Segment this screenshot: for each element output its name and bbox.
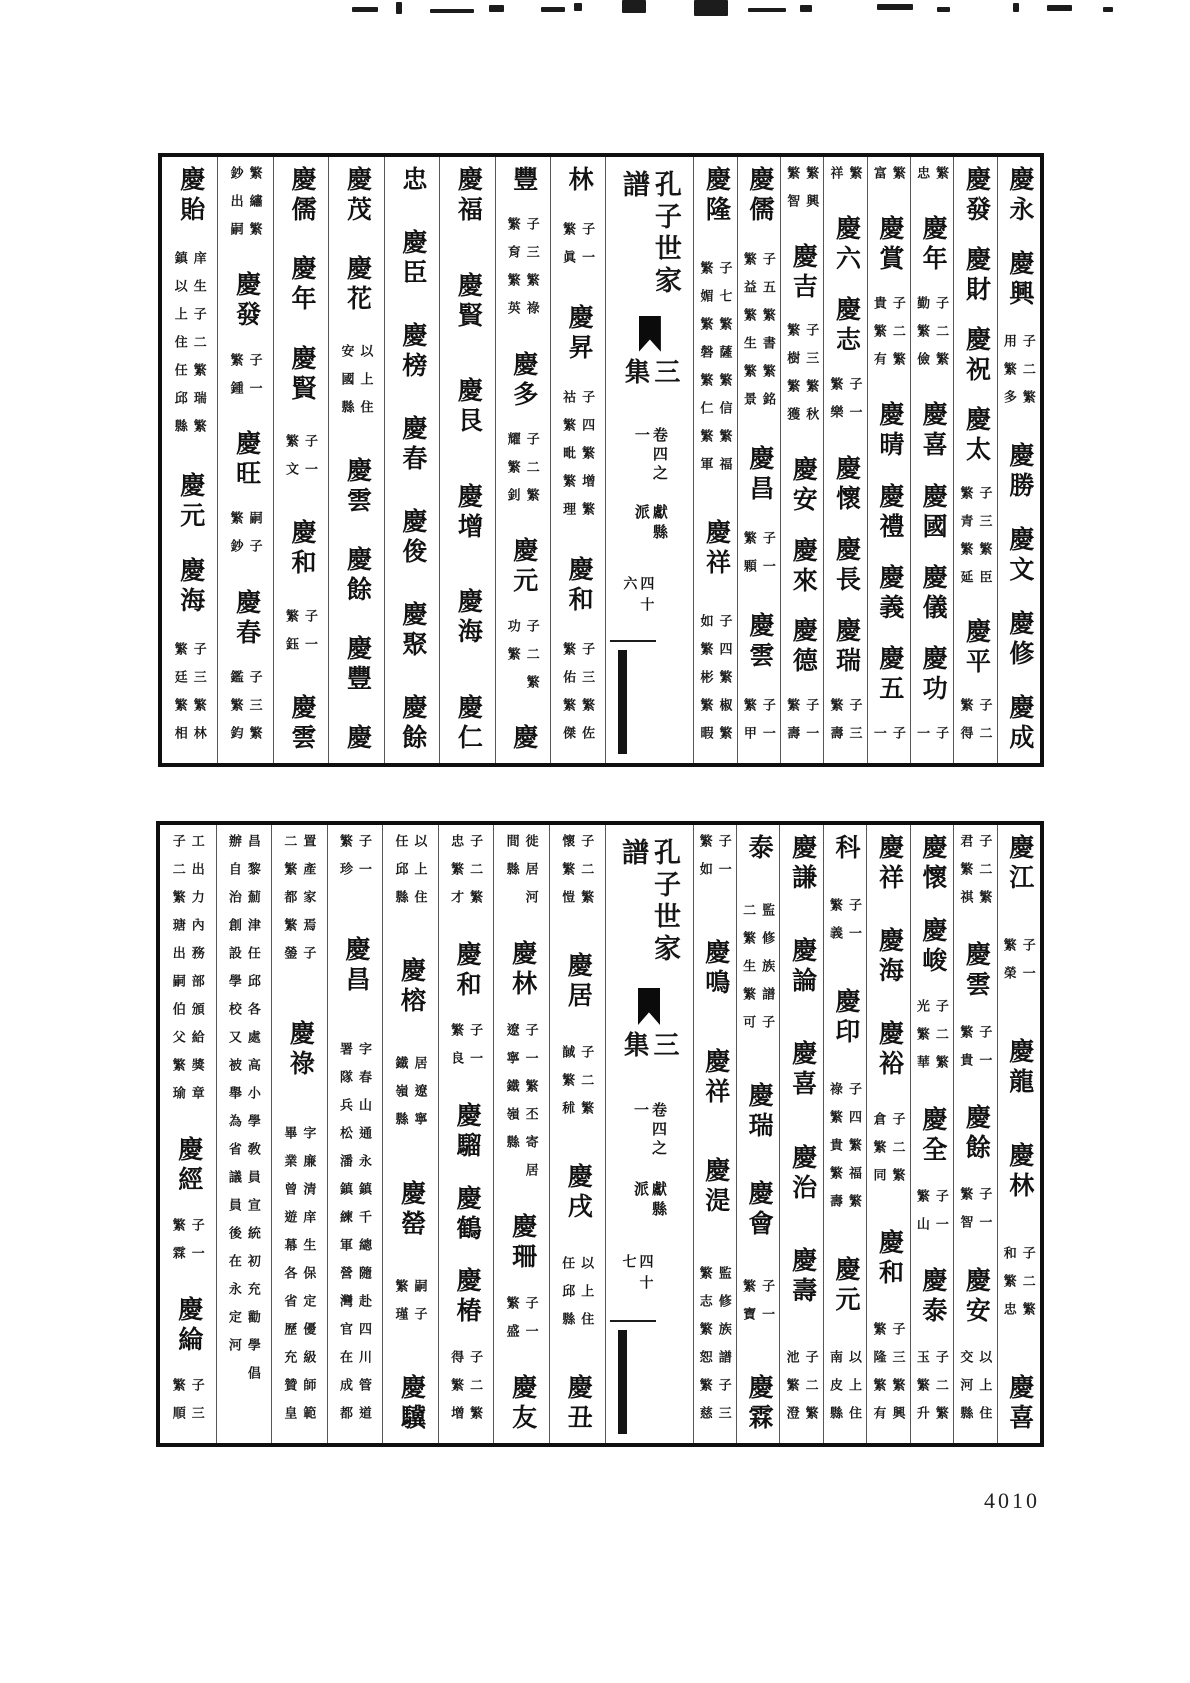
person-name: 慶五	[875, 644, 903, 705]
person-name: 慶騮	[453, 1101, 481, 1162]
annotation: 子二繁和繁忠	[1001, 1246, 1036, 1330]
person-name: 慶來	[789, 536, 817, 597]
annotation: 監修族譜子二繁生繁可	[741, 902, 776, 1043]
person-name: 慶六	[832, 215, 860, 276]
person-name: 慶和	[875, 1229, 903, 1290]
person-name: 慶祥	[702, 519, 730, 580]
person-name: 慶治	[788, 1143, 816, 1204]
book-title: 孔子世家譜	[618, 170, 681, 298]
genealogy-column	[780, 157, 823, 763]
person-name: 慶元	[832, 1256, 860, 1316]
person-name: 慶興	[1005, 250, 1033, 310]
person-name: 慶戌	[564, 1162, 592, 1223]
annotation: 子三繁壽	[828, 697, 863, 754]
person-name: 豐	[509, 166, 537, 196]
person-name: 慶祥	[701, 1048, 729, 1108]
person-name: 慶	[509, 723, 537, 754]
person-name: 慶友	[508, 1373, 536, 1434]
scan-mark	[622, 0, 646, 13]
annotation: 繁富	[871, 166, 906, 194]
annotation: 子七繁薩繁信繁福繁媚繁磐繁仁繁軍	[698, 260, 733, 485]
person-name: 慶祝	[962, 326, 990, 386]
person-name: 慶懷	[832, 454, 860, 515]
annotation: 工出力內務部頒給獎章子二繁瑭出嗣伯父繁瑜	[170, 834, 205, 1114]
genealogy-column	[216, 825, 272, 1443]
person-name: 慶雲	[962, 941, 990, 1002]
person-name: 慶龍	[1005, 1038, 1033, 1098]
person-name: 慶成	[1005, 694, 1033, 754]
annotation: 子一繁丕寄居遼寧鐵嶺縣	[504, 1022, 539, 1191]
person-name: 慶林	[1005, 1142, 1033, 1202]
person-name: 慶雲	[288, 693, 316, 754]
scan-mark	[489, 5, 504, 12]
annotation: 子三繁臣繁青繁延	[958, 486, 993, 598]
person-name: 慶餘	[962, 1103, 990, 1164]
person-name: 慶霖	[745, 1373, 773, 1434]
title-column	[605, 157, 693, 763]
person-name: 慶	[343, 724, 371, 754]
scan-mark	[1103, 7, 1113, 12]
genealogy-column	[953, 157, 996, 763]
scan-mark	[800, 5, 812, 12]
annotation: 子一繁寶	[741, 1279, 776, 1336]
person-name: 慶林	[508, 940, 536, 1001]
person-name: 慶賢	[454, 271, 482, 332]
annotation: 置產家焉子二繁都繁鎣	[282, 834, 317, 974]
person-name: 慶論	[788, 937, 816, 998]
annotation: 繁祥	[828, 166, 863, 194]
genealogy-column	[382, 825, 438, 1443]
person-name: 慶居	[564, 951, 592, 1012]
person-name: 慶和	[288, 519, 316, 580]
annotation: 子一	[915, 725, 950, 754]
branch-label: 獻縣派	[632, 1181, 666, 1222]
annotation: 子一繁如	[697, 834, 732, 890]
annotation: 繁興繁智	[785, 166, 820, 222]
scan-mark	[352, 7, 378, 12]
genealogy-column	[779, 825, 822, 1443]
branch-label: 獻縣派	[632, 504, 667, 545]
person-name: 慶瑞	[745, 1081, 773, 1142]
person-name: 慶元	[509, 537, 537, 598]
person-name: 慶懷	[918, 834, 946, 894]
bookmark-tab-icon	[639, 316, 661, 352]
person-name: 慶壽	[788, 1246, 816, 1307]
genealogy-column	[823, 157, 866, 763]
person-name: 慶雲	[745, 612, 773, 673]
person-name: 慶榕	[397, 957, 425, 1018]
person-name: 慶修	[1005, 610, 1033, 670]
person-name: 慶經	[174, 1136, 202, 1196]
person-name: 慶年	[919, 215, 947, 276]
annotation: 子二繁忠繁才	[449, 834, 484, 918]
annotation: 子一	[871, 725, 906, 754]
person-name: 慶儒	[745, 166, 773, 226]
person-name: 慶喜	[919, 401, 947, 462]
person-name: 慶茂	[343, 166, 371, 226]
person-name: 慶儒	[288, 166, 316, 226]
collection-label: 三集	[620, 357, 680, 390]
person-name: 慶峻	[918, 916, 946, 977]
annotation: 以上住安國縣	[339, 344, 374, 428]
annotation: 子二繁用繁多	[1001, 334, 1036, 418]
annotation: 子四繁增繁祜繁毗繁理	[561, 390, 596, 530]
annotation: 子一繁山	[914, 1188, 949, 1245]
genealogy-column	[273, 157, 328, 763]
annotation: 子三繁林繁廷繁相	[172, 642, 207, 754]
person-name: 林	[565, 166, 593, 196]
person-name: 慶隆	[702, 166, 730, 226]
title-column	[605, 825, 693, 1443]
annotation: 子一繁良	[449, 1023, 484, 1080]
person-name: 慶海	[176, 557, 204, 617]
person-name: 慶丑	[564, 1373, 592, 1434]
annotation: 子一繁貴	[958, 1024, 993, 1081]
genealogy-column	[271, 825, 327, 1443]
folio-underline	[610, 1320, 656, 1322]
person-name: 慶功	[919, 644, 947, 705]
person-name: 慶春	[398, 415, 426, 475]
scan-mark	[694, 0, 728, 16]
annotation: 子一繁顆	[741, 530, 776, 587]
person-name: 慶餘	[343, 546, 371, 606]
person-name: 忠	[398, 166, 426, 196]
person-name: 慶花	[343, 255, 371, 315]
genealogy-column	[866, 825, 909, 1443]
genealogy-column	[997, 825, 1040, 1443]
person-name: 慶勝	[1005, 442, 1033, 502]
person-name: 慶鳴	[701, 939, 729, 999]
person-name: 泰	[745, 834, 773, 864]
person-name: 慶國	[919, 482, 947, 543]
person-name: 慶平	[962, 618, 990, 678]
person-name: 慶湜	[701, 1157, 729, 1217]
person-name: 慶禮	[875, 482, 903, 543]
person-name: 慶印	[832, 988, 860, 1048]
person-name: 慶江	[1005, 834, 1033, 894]
person-name: 慶貽	[176, 166, 204, 226]
person-name: 慶豐	[343, 635, 371, 695]
person-name: 慶福	[454, 166, 482, 226]
annotation: 子一繁珍	[337, 834, 372, 890]
annotation: 子五繁書繁銘繁益繁生繁景	[741, 251, 776, 420]
person-name: 慶賞	[875, 215, 903, 276]
bookmark-tab-icon	[638, 988, 660, 1025]
person-name: 慶和	[565, 556, 593, 616]
annotation: 子一繁智	[958, 1187, 993, 1244]
person-name: 慶發	[232, 271, 260, 332]
volume-label: 卷四之一	[632, 1101, 666, 1159]
volume-label: 卷四之一	[632, 426, 667, 484]
annotation: 子一繁眞	[561, 222, 596, 278]
annotation: 子二繁功繁	[505, 618, 540, 703]
person-name: 慶聚	[398, 601, 426, 661]
person-name: 慶喜	[788, 1040, 816, 1101]
annotation: 繁繡繁鈔出嗣	[228, 166, 263, 250]
person-name: 慶椿	[453, 1267, 481, 1328]
annotation: 以上住任邱縣	[560, 1256, 595, 1341]
person-name: 科	[832, 834, 860, 864]
genealogy-column	[327, 825, 383, 1443]
genealogy-column	[493, 825, 549, 1443]
ink-bar	[618, 650, 627, 754]
genealogy-block-folio-46	[158, 153, 1044, 767]
annotation: 以上住交河縣	[958, 1349, 993, 1434]
annotation: 庠生子二繁瑞繁鎮以上住任邱縣	[172, 251, 207, 447]
folio-underline	[610, 640, 656, 642]
book-title: 孔子世家譜	[618, 838, 680, 966]
person-name: 慶旺	[232, 429, 260, 490]
annotation: 嗣子繁瑾	[393, 1278, 428, 1335]
genealogy-column	[162, 157, 217, 763]
genealogy-column	[823, 825, 866, 1443]
annotation: 子一繁榮	[1001, 938, 1036, 994]
genealogy-block-folio-47	[156, 821, 1044, 1447]
person-name: 慶安	[962, 1266, 990, 1327]
scan-mark	[541, 7, 565, 12]
person-name: 慶昇	[565, 304, 593, 364]
person-name: 慶多	[509, 350, 537, 411]
annotation: 子三繁秋繁樹繁獲	[785, 323, 820, 436]
collection-label: 三集	[620, 1030, 679, 1063]
person-name: 慶罃	[397, 1179, 425, 1240]
annotation: 子二繁倉繁同	[871, 1112, 906, 1197]
genealogy-column	[693, 157, 736, 763]
annotation: 子四繁椒繁如繁彬繁暇	[698, 613, 733, 754]
person-name: 慶德	[789, 617, 817, 678]
person-name: 慶艮	[454, 377, 482, 438]
annotation: 居遼寧鐵嶺縣	[393, 1056, 428, 1141]
person-name: 慶綸	[174, 1296, 202, 1356]
annotation: 子二繁光繁華	[914, 999, 949, 1084]
person-name: 慶永	[1005, 166, 1033, 226]
annotation: 子一繁盛	[504, 1295, 539, 1352]
person-name: 慶元	[176, 472, 204, 532]
genealogy-column	[910, 825, 953, 1443]
genealogy-column	[737, 157, 780, 763]
person-name: 慶驥	[397, 1373, 425, 1434]
person-name: 慶義	[875, 563, 903, 624]
annotation: 子二繁馘繁秫	[560, 1045, 595, 1130]
person-name: 慶太	[962, 406, 990, 466]
annotation: 子一繁霖	[170, 1218, 205, 1274]
person-name: 慶裕	[875, 1019, 903, 1080]
person-name: 慶晴	[875, 401, 903, 462]
person-name: 慶珊	[508, 1213, 536, 1274]
genealogy-column	[867, 157, 910, 763]
genealogy-column	[384, 157, 439, 763]
page-number: 4010	[984, 1488, 1040, 1513]
person-name: 慶昌	[341, 936, 369, 996]
genealogy-column	[736, 825, 779, 1443]
person-name: 慶海	[454, 588, 482, 649]
person-name: 慶和	[453, 940, 481, 1001]
person-name: 慶俊	[398, 508, 426, 568]
annotation: 徙居河間縣	[504, 834, 539, 918]
genealogy-column	[439, 157, 494, 763]
annotation: 子一繁甲	[741, 697, 776, 754]
person-name: 慶雲	[343, 457, 371, 517]
annotation: 以上住南皮縣	[828, 1350, 863, 1434]
person-name: 慶吉	[789, 242, 817, 303]
person-name: 慶發	[962, 166, 990, 226]
person-name: 慶昌	[745, 445, 773, 506]
scan-mark	[396, 2, 402, 14]
annotation: 子二繁玉繁升	[914, 1349, 949, 1434]
annotation: 子二繁貴繁有	[871, 296, 906, 381]
annotation: 子三繁祿繁育繁英	[505, 217, 540, 330]
person-name: 慶榜	[398, 322, 426, 382]
genealogy-column	[160, 825, 216, 1443]
scan-mark	[430, 9, 474, 13]
column-row	[160, 825, 1040, 1443]
annotation: 子二繁得繁增	[449, 1349, 484, 1434]
annotation: 監修族譜子三繁志繁恕繁慈	[697, 1266, 732, 1434]
genealogy-column	[550, 157, 605, 763]
genealogy-column	[997, 157, 1040, 763]
genealogy-column	[217, 157, 272, 763]
person-name: 慶仁	[454, 693, 482, 754]
scan-mark	[1047, 5, 1072, 11]
annotation: 子二繁勤繁儉	[915, 296, 950, 381]
annotation: 子二繁懷繁愷	[560, 834, 595, 918]
annotation: 子一繁樂	[828, 377, 863, 434]
person-name: 慶春	[232, 588, 260, 649]
annotation: 子二繁君繁祺	[958, 834, 993, 918]
genealogy-column	[549, 825, 605, 1443]
person-name: 慶泰	[918, 1267, 946, 1328]
genealogy-column	[495, 157, 550, 763]
folio-number: 四十七	[620, 1254, 653, 1297]
scan-mark	[877, 4, 913, 10]
person-name: 慶臣	[398, 229, 426, 289]
person-name: 慶儀	[919, 563, 947, 624]
annotation: 子一繁壽	[785, 697, 820, 754]
ink-bar	[618, 1330, 627, 1434]
annotation: 子三繁順	[170, 1378, 205, 1434]
genealogy-column	[438, 825, 494, 1443]
annotation: 子二繁池繁澄	[784, 1349, 819, 1434]
annotation: 字春山通永鎮千總隨赴四川管道署隊兵松潘鎮練軍營灣官在成都	[337, 1042, 372, 1434]
genealogy-column	[693, 825, 736, 1443]
annotation: 子四繁福繁祿繁貴繁壽	[828, 1082, 863, 1222]
folio-number: 四十六	[621, 575, 654, 618]
annotation: 子一繁義	[828, 898, 863, 954]
person-name: 慶文	[1005, 526, 1033, 586]
annotation: 嗣子繁鈔	[228, 511, 263, 568]
person-name: 慶增	[454, 482, 482, 543]
genealogy-column	[910, 157, 953, 763]
person-name: 慶海	[875, 926, 903, 987]
person-name: 慶志	[832, 296, 860, 357]
annotation: 子三繁興繁隆繁有	[871, 1321, 906, 1434]
person-name: 慶長	[832, 535, 860, 596]
person-name: 慶會	[745, 1180, 773, 1241]
person-name: 慶餘	[398, 694, 426, 754]
person-name: 慶全	[918, 1105, 946, 1166]
annotation: 以上住任邱縣	[393, 834, 428, 918]
annotation: 子一繁文	[284, 433, 319, 490]
annotation: 子三繁鑑繁鈞	[228, 669, 263, 754]
person-name: 慶安	[789, 455, 817, 516]
annotation: 子二繁耀繁釗	[505, 431, 540, 516]
column-row	[162, 157, 1040, 763]
annotation: 繁忠	[915, 166, 950, 194]
person-name: 慶祥	[875, 834, 903, 894]
genealogy-column	[953, 825, 996, 1443]
person-name: 慶財	[962, 246, 990, 306]
person-name: 慶瑞	[832, 616, 860, 677]
person-name: 慶賢	[288, 344, 316, 405]
scan-mark	[1013, 3, 1019, 12]
annotation: 子一繁鍾	[228, 352, 263, 409]
annotation: 字廉清庠生保定優級師範畢業曾遊幕各省歷充贊皇	[282, 1126, 317, 1434]
annotation: 昌黎薊津任邱各處高小學敎員宣統初充勸學倡辦自治創設學校又被舉為省議員後在永定河	[226, 834, 261, 1394]
annotation: 子三繁佐繁佑繁傑	[561, 642, 596, 754]
annotation: 子二繁得	[958, 698, 993, 754]
person-name: 慶謙	[788, 834, 816, 894]
annotation: 子一繁鈺	[284, 608, 319, 665]
genealogy-column	[328, 157, 383, 763]
person-name: 慶年	[288, 255, 316, 316]
scan-mark	[574, 3, 582, 11]
scan-mark	[937, 7, 950, 12]
person-name: 慶祿	[286, 1020, 314, 1080]
scan-mark	[748, 8, 786, 12]
person-name: 慶鶴	[453, 1184, 481, 1245]
person-name: 慶喜	[1005, 1374, 1033, 1434]
